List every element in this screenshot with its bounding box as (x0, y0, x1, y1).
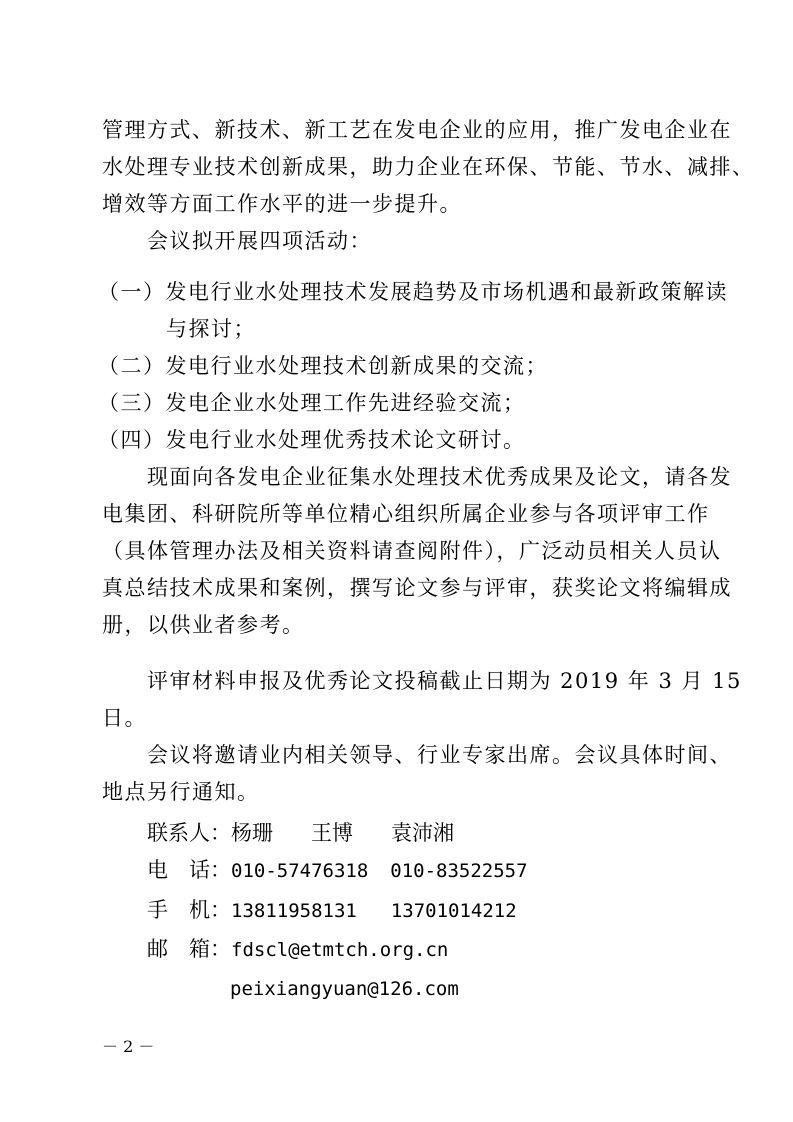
paragraph-meeting-notice (102, 737, 732, 811)
text-line: 评审材料申报及优秀论文投稿截止日期为 2019 年 3 月 15 (147, 669, 742, 693)
contact-person: 王博 (311, 821, 353, 845)
text-line: 现面向各发电企业征集水处理技术优秀成果及论文，请各发 (147, 465, 732, 489)
text-line: （具体管理办法及相关资料请查阅附件），广泛动员相关人员认 (102, 539, 722, 563)
mobile-number: 13701014212 (390, 900, 517, 922)
paragraph-purpose (102, 112, 755, 260)
contact-email-row-2 (230, 970, 459, 1008)
text-line: 真总结技术成果和案例，撰写论文参与评审，获奖论文将编辑成 (102, 576, 732, 600)
text-line: 会议将邀请业内相关领导、行业专家出席。会议具体时间、 (147, 743, 732, 767)
contact-mobile-row (147, 892, 517, 930)
list-item: （二）发电行业水处理技术创新成果的交流； (98, 354, 548, 378)
phone-label: 电 话： (147, 858, 231, 882)
paragraph-deadline (102, 663, 742, 737)
text-line: 电集团、科研院所等单位精心组织所属企业参与各项评审工作 (102, 502, 710, 526)
contact-phone-row (147, 852, 528, 890)
text-line: 地点另行通知。 (102, 780, 260, 804)
list-item: （一）发电行业水处理技术发展趋势及市场机遇和最新政策解读 (98, 280, 728, 304)
contact-email-row (147, 931, 448, 969)
list-item-continuation: 与探讨； (166, 317, 256, 341)
email-address[interactable]: fdscl@etmtch.org.cn (231, 939, 449, 961)
text-line: 管理方式、新技术、新工艺在发电企业的应用，推广发电企业在 (102, 118, 732, 142)
contact-person: 袁沛湘 (391, 821, 454, 845)
mobile-label: 手 机： (147, 898, 231, 922)
contact-person: 杨珊 (231, 821, 273, 845)
list-item: （四）发电行业水处理优秀技术论文研讨。 (98, 428, 526, 452)
contact-people-row (147, 815, 454, 852)
text-line: 增效等方面工作水平的进一步提升。 (102, 192, 462, 216)
list-item: （三）发电企业水处理工作先进经验交流； (98, 391, 526, 415)
email-label: 邮 箱： (147, 937, 231, 961)
paragraph-call-for-papers (102, 459, 732, 644)
activities-intro: 会议拟开展四项活动： (147, 229, 372, 253)
text-line: 水处理专业技术创新成果，助力企业在环保、节能、节水、减排、 (102, 155, 755, 179)
phone-number: 010-83522557 (390, 860, 528, 882)
phone-number: 010-57476318 (231, 860, 369, 882)
text-line: 册，以供业者参考。 (102, 613, 305, 637)
activity-list (98, 274, 728, 459)
text-line: 日。 (102, 706, 147, 730)
contact-people-label: 联系人： (147, 821, 231, 845)
email-address[interactable]: peixiangyuan@126.com (230, 978, 459, 1000)
page-number: － 2 － (102, 1037, 155, 1056)
mobile-number: 13811958131 (231, 900, 357, 922)
